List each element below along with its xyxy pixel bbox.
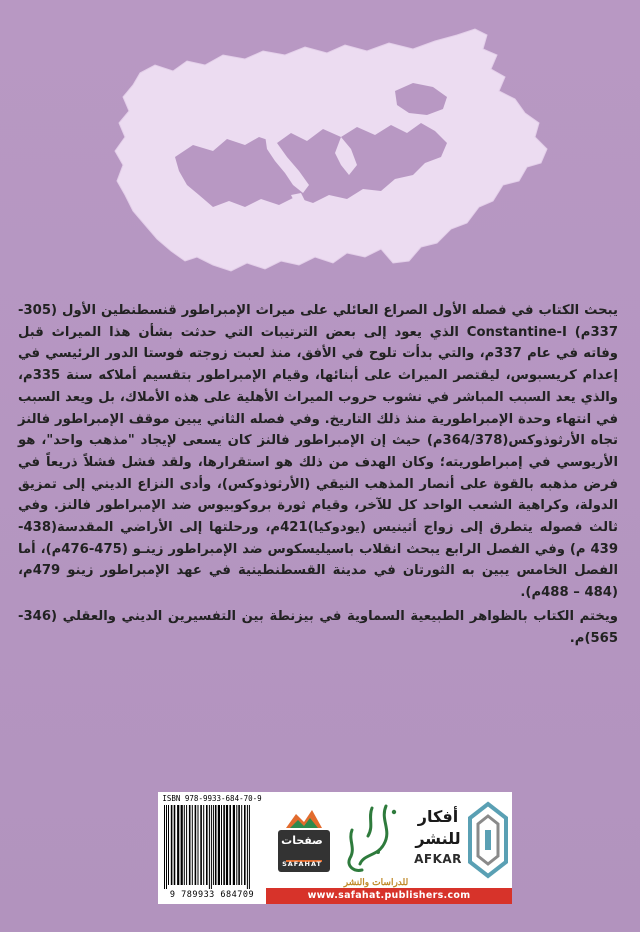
description-paragraph-closing: ويختم الكتاب بالظواهر الطبيعية السماوية في بيزنطة بين التفسيرين الديني والعقلي (346- 565)م. xyxy=(18,608,618,646)
dar-calligraphy-logo-icon xyxy=(334,800,404,878)
afkar-logo-icon xyxy=(466,800,510,880)
publisher-website[interactable]: www.safahat.publishers.com xyxy=(266,888,512,904)
isbn-digits: 9 789933 684709 xyxy=(169,890,255,900)
afkar-name-line1: أفكار xyxy=(417,807,459,826)
afkar-english-name: AFKAR xyxy=(414,852,462,866)
isbn-label: ISBN 978-9933-684-70-9 xyxy=(162,794,262,803)
description-paragraph-main: يبحث الكتاب في فصله الأول الصراع العائلي على ميراث الإمبراطور قنسطنطين الأول (305-337م) Constantine-I الذي يعود إلى بعض الترتيبات التي حدثت بشأن هذا الميراث قبل وفاته في عام 337م، والتي بدأت تلوح في الأفق، منذ لعبت زوجته فوستا الدور الرئيسي في إعدام كريسبوس، ليقتصر الميراث على أبنائها، وقيام الإمبراطور بتقسيم أملاكه سنة 335م، والذي يعد السبب المباشر في نشوب حروب الميراث الأهلية على هذه الأملاك، بل ويعد السبب في انتهاء وحدة الإمبراطورية منذ ذلك التاريخ. وفي فصله الثاني يبين موقف الإمبراطور فالنز تجاه الأرثوذوكس(364/378م) حيث إن الإمبراطور فالنز كان يسعى لإيجاد "مذهب واحد"، هو الأريوسي في إمبراطوريته؛ وكان الهدف من ذلك هو استقرارها، ولقد فشل فشلاً ذريعاً في فرض مذهبه بالقوة على أنصار المذهب النيقي (الأرثوذوكس)، وأدى النزاع الديني إلى تمزيق الدولة، وكراهية الشعب الواحد كل للآخر، وقيام ثورة بروكوبيوس ضد الإمبراطور فالنز. وفي ثالث فصوله يتطرق إلى زواج أثينيس (يودوكيا)421م، ورحلتها إلى الأراضي المقدسة(438- 439 م) وفي الفصل الرابع يبحث انقلاب باسيليسكوس ضد الإمبراطور زينـو (475-476م)، أما الفصل الخامس يبين به الثورتان في مدينة القسطنطينية في عهد الإمبراطور زينو 479م، (484 – 488م). xyxy=(18,303,619,601)
safahat-arabic-name: صفحات xyxy=(281,834,323,847)
barcode-bars xyxy=(162,805,262,889)
afkar-name-line2: للنشر xyxy=(415,829,461,848)
safahat-english-name: SAFAHAT xyxy=(282,860,322,868)
afkar-wordmark xyxy=(406,806,470,868)
dar-subtitle: للدراسات والنشر xyxy=(343,878,409,888)
roman-empire-map xyxy=(95,25,555,295)
isbn-barcode xyxy=(158,792,266,904)
book-description xyxy=(18,300,618,649)
